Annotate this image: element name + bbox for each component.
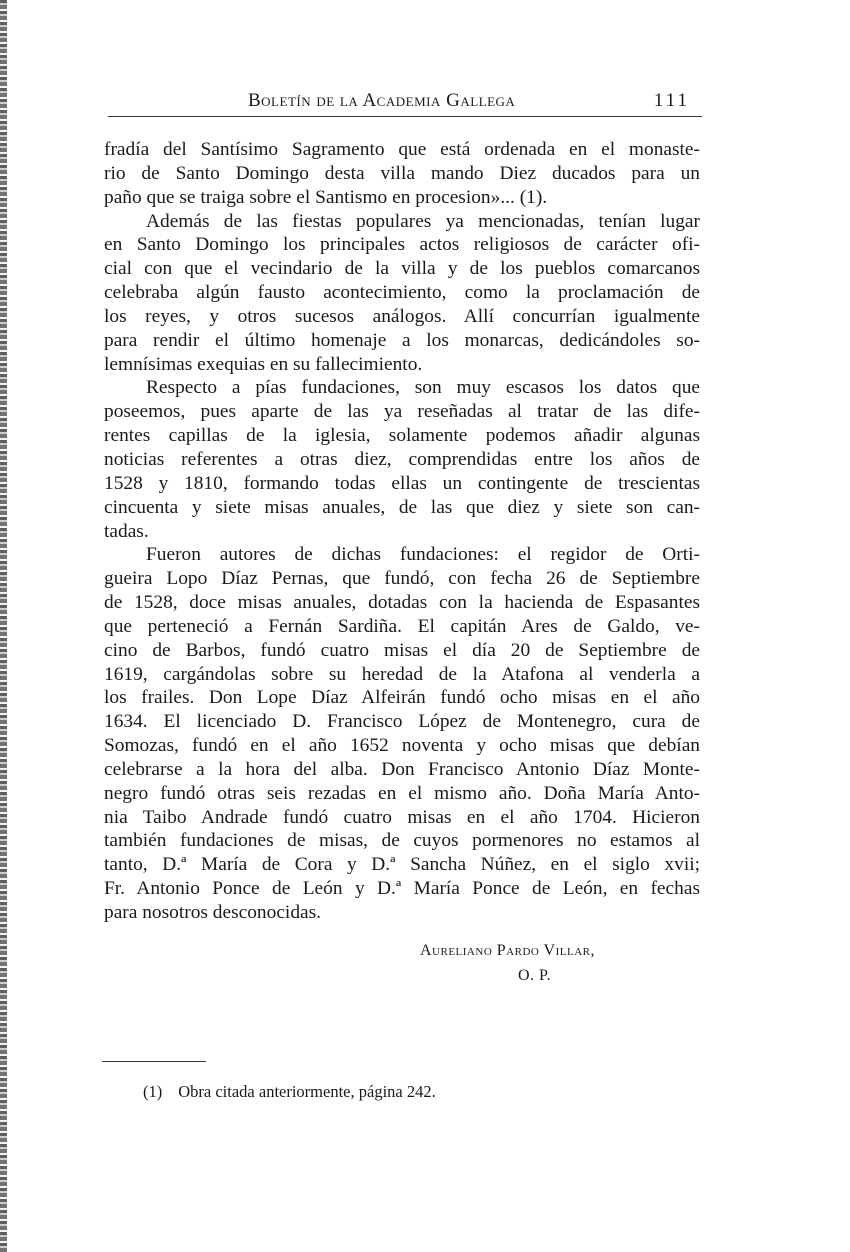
text-line: tadas. [104, 520, 149, 542]
footnote-rule [102, 1061, 206, 1062]
footnote [143, 1082, 436, 1102]
text-line: 1528 y 1810, formando todas ellas un contingente de trescientas [104, 472, 700, 494]
text-line: paño que se traiga sobre el Santismo en procesion»... (1). [104, 186, 548, 208]
text-line: los frailes. Don Lope Díaz Alfeirán fundó ocho misas en el año [104, 687, 700, 709]
text-line: de 1528, doce misas anuales, dotadas con la hacienda de Espasantes [104, 592, 700, 614]
text-line: celebraba algún fausto acontecimiento, como la proclamación de [104, 282, 700, 304]
text-line: fradía del Santísimo Sagramento que está ordenada en el monaste- [104, 139, 700, 160]
text-line: para nosotros desconocidas. [104, 902, 322, 923]
body-text [104, 138, 700, 925]
text-line: nia Taibo Andrade fundó cuatro misas en el año 1704. Hicieron [104, 806, 700, 828]
text-line: gueira Lopo Díaz Pernas, que fundó, con fecha 26 de Septiembre [104, 568, 700, 590]
text-line: cino de Barbos, fundó cuatro misas el día 20 de Septiembre de [104, 639, 700, 661]
text-line: Fr. Antonio Ponce de León y D.ª María Ponce de León, en fechas [104, 878, 700, 900]
text-line: 1619, cargándolas sobre su heredad de la Atafona al venderla a [104, 663, 700, 685]
signature [420, 942, 680, 992]
scan-edge [0, 0, 7, 1252]
text-line: Además de las fiestas populares ya mencionadas, tenían lugar [146, 210, 700, 232]
text-line: poseemos, pues aparte de las ya reseñadas al tratar de las dife- [104, 401, 700, 423]
footnote-text: Obra citada anteriormente, página 242. [178, 1082, 436, 1101]
running-title: Boletín de la Academia Gallega [248, 90, 516, 111]
text-line: rio de Santo Domingo desta villa mando Diez ducados para un [104, 162, 700, 184]
text-line: también fundaciones de misas, de cuyos pormenores no estamos al [104, 830, 700, 852]
text-line: Somozas, fundó en el año 1652 noventa y ocho misas que debían [104, 735, 700, 757]
footnote-marker: (1) [143, 1082, 163, 1101]
signature-author: Aureliano Pardo Villar, [420, 942, 595, 959]
header-rule [108, 116, 702, 117]
text-line: tanto, D.ª María de Cora y D.ª Sancha Núñez, en el siglo xvii; [104, 854, 700, 876]
text-line: Respecto a pías fundaciones, son muy escasos los datos que [146, 377, 700, 399]
text-line: para rendir el último homenaje a los monarcas, dedicándoles so- [104, 329, 700, 351]
text-line: lemnísimas exequias en su fallecimiento. [104, 353, 423, 375]
text-line: cial con que el vecindario de la villa y de los pueblos comarcanos [104, 258, 700, 280]
text-line: 1634. El licenciado D. Francisco López de Montenegro, cura de [104, 711, 700, 733]
text-line: celebrarse a la hora del alba. Don Francisco Antonio Díaz Monte- [104, 758, 700, 780]
text-line: que perteneció a Fernán Sardiña. El capitán Ares de Galdo, ve- [104, 615, 700, 637]
signature-order: O. P. [518, 967, 552, 984]
text-line: Fueron autores de dichas fundaciones: el regidor de Orti- [146, 544, 700, 566]
text-line: cincuenta y siete misas anuales, de las que diez y siete son can- [104, 496, 700, 518]
text-line: noticias referentes a otras diez, comprendidas entre los años de [104, 448, 700, 470]
page-number: 111 [653, 90, 690, 111]
text-line: negro fundó otras seis rezadas en el mismo año. Doña María Anto- [104, 782, 700, 804]
text-line: en Santo Domingo los principales actos religiosos de carácter ofi- [104, 234, 700, 256]
page-header [108, 86, 702, 120]
text-line: los reyes, y otros sucesos análogos. Allí concurrían igualmente [104, 305, 700, 327]
text-line: rentes capillas de la iglesia, solamente podemos añadir algunas [104, 425, 700, 447]
